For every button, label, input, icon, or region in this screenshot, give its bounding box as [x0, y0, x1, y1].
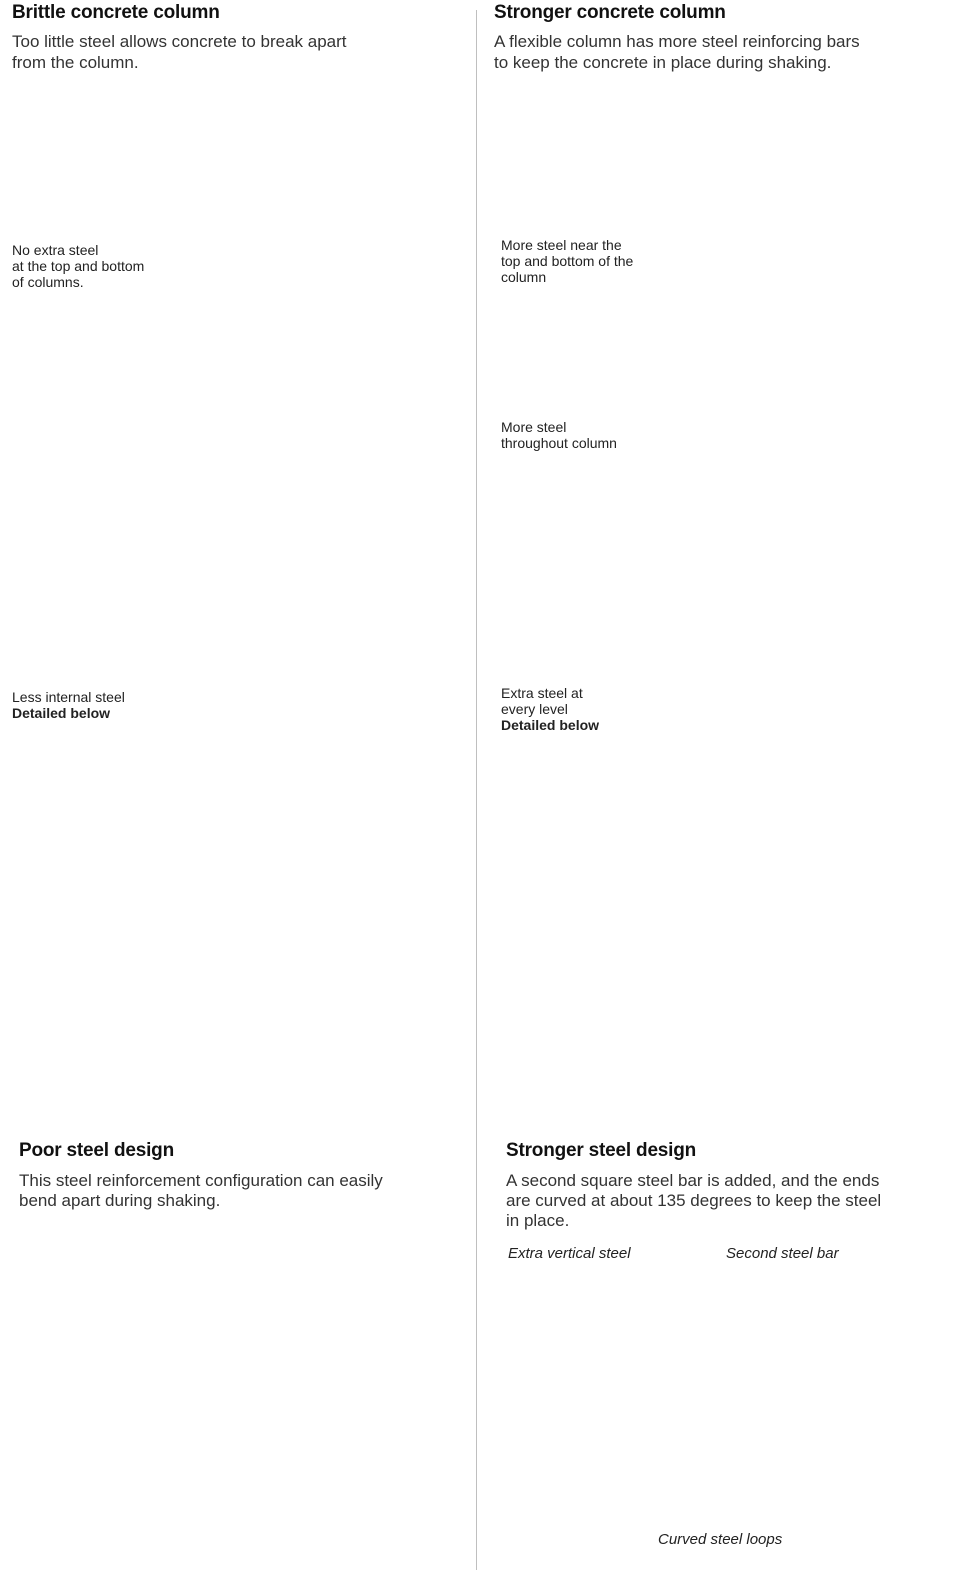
extra-vertical-steel-2: [620, 1300, 636, 1531]
tie-32: [690, 886, 858, 895]
cross-tie: [740, 711, 812, 715]
detail-marker-1: [720, 688, 733, 703]
outer-hoop-shadow: [500, 1345, 945, 1475]
dense-tie-3: [690, 179, 858, 188]
vertical-rebar-2: [203, 1300, 217, 1540]
brittle-column-title: Brittle concrete column: [12, 2, 220, 23]
tie-34: [690, 952, 858, 961]
column-front-face: [675, 150, 800, 1120]
steel-tie-9: [226, 860, 383, 868]
cross-tie: [740, 843, 812, 847]
dense-tie-11: [690, 283, 858, 292]
brittle-column-desc-2: from the column.: [12, 53, 139, 72]
vertical-rebar-4: [423, 1300, 437, 1535]
vertical-rebar-1: [226, 95, 231, 1060]
tie-29: [690, 787, 858, 796]
cross-tie: [740, 678, 812, 682]
tie-27: [690, 721, 858, 730]
stronger-design-desc-2: are curved at about 135 degrees to keep the steel: [506, 1191, 882, 1210]
cross-tie: [740, 876, 812, 880]
stronger-column-desc-2: to keep the concrete in place during shaking.: [494, 53, 832, 72]
tie-26: [690, 688, 858, 697]
vertical-rebar-7: [848, 95, 853, 1001]
vertical-rebar-4: [931, 1300, 945, 1500]
steel-tie-6: [226, 600, 383, 608]
cross-tie: [740, 942, 812, 946]
label-second-steel-bar: Second steel bar: [726, 1245, 839, 1262]
tie-19: [690, 457, 858, 466]
callout-more-steel-top-bottom: More steel near the top and bottom of the column: [501, 237, 634, 285]
curved-loop-3: [600, 1380, 613, 1415]
steel-tie-10: [226, 947, 383, 955]
dense-tie-6: [690, 218, 858, 227]
tie-31: [690, 853, 858, 862]
vertical-rebar-4: [376, 95, 381, 1060]
extra-vertical-steel-1: [606, 1300, 622, 1531]
vertical-rebar-1: [693, 95, 698, 1001]
callout-no-extra-steel: No extra steel at the top and bottom of columns.: [12, 242, 145, 290]
dense-tie-7: [690, 231, 858, 240]
vertical-rebar-1: [28, 1300, 42, 1535]
stronger-design-desc-1: A second square steel bar is added, and the ends: [506, 1171, 880, 1190]
column-front-face: [208, 150, 328, 1110]
cross-tie: [740, 480, 812, 484]
steel-tie-8: [226, 775, 383, 783]
tie-30: [690, 820, 858, 829]
vertical-rebar-3: [261, 1300, 275, 1540]
stronger-steel-design-graphic: [500, 1300, 945, 1535]
extra-vertical-steel-3: [803, 1300, 819, 1520]
label-extra-vertical-steel: Extra vertical steel: [508, 1245, 631, 1262]
tie-17: [690, 391, 858, 400]
detail-marker-3: [818, 718, 831, 733]
stronger-design-title: Stronger steel design: [506, 1140, 697, 1161]
curved-loop-2: [797, 1394, 833, 1412]
stronger-column-graphic: [630, 80, 905, 1130]
vertical-rebar-3: [744, 95, 749, 1001]
tie-23: [690, 589, 858, 598]
steel-tie-3: [226, 342, 383, 350]
detail-marker-2: [797, 701, 810, 716]
leader-extra-steel-2: [656, 695, 818, 742]
poor-design-desc-1: This steel reinforcement configuration can easily: [19, 1171, 383, 1190]
vertical-rebar-5: [798, 95, 803, 1001]
steel-tie-7: [226, 688, 383, 696]
dense-tie-4: [690, 192, 858, 201]
dense-tie-9: [690, 257, 858, 266]
dense-tie-16: [690, 348, 858, 357]
cross-tie: [740, 810, 812, 814]
vertical-rebar-4: [768, 95, 773, 1001]
hook-end: [150, 1463, 175, 1470]
vertical-rebar-6: [824, 95, 829, 1001]
dense-tie-10: [690, 270, 858, 279]
cross-tie: [740, 744, 812, 748]
tie-33: [690, 919, 858, 928]
cross-tie: [740, 579, 812, 583]
dense-tie-15: [690, 335, 858, 344]
steel-hoop: [22, 1368, 435, 1495]
steel-tie-4: [226, 432, 383, 440]
cross-tie: [740, 513, 812, 517]
tie-20: [690, 490, 858, 499]
stronger-design-desc-3: in place.: [506, 1211, 570, 1230]
poor-design-desc-2: bend apart during shaking.: [19, 1191, 221, 1210]
extra-vertical-steel-4: [854, 1300, 870, 1525]
cross-tie: [740, 447, 812, 451]
cross-tie: [740, 777, 812, 781]
dense-tie-14: [690, 322, 858, 331]
dense-tie-1: [690, 153, 858, 162]
tie-35: [690, 985, 858, 994]
tie-18: [690, 424, 858, 433]
outer-hoop: [500, 1345, 945, 1475]
tie-22: [690, 556, 858, 565]
steel-tie-11: [226, 1034, 383, 1042]
curved-loop-1: [728, 1428, 765, 1452]
steel-hoop-shadow: [22, 1368, 435, 1495]
dense-tie-12: [690, 296, 858, 305]
column-side-face: [800, 150, 868, 1120]
second-steel-bar: [610, 1368, 870, 1455]
cross-tie: [740, 612, 812, 616]
vertical-rebar-2: [720, 95, 725, 1001]
steel-tie-2: [226, 252, 383, 260]
dense-tie-5: [690, 205, 858, 214]
slab: [180, 90, 450, 160]
poor-design-title: Poor steel design: [19, 1140, 174, 1161]
cross-tie: [740, 414, 812, 418]
dense-tie-2: [690, 166, 858, 175]
stronger-column-desc-1: A flexible column has more steel reinforcing bars: [494, 32, 860, 51]
bracket-top: [672, 155, 682, 366]
vertical-rebar-2: [673, 1300, 687, 1450]
vertical-rebar-2: [282, 95, 287, 1060]
tie-24: [690, 622, 858, 631]
slab: [630, 88, 905, 160]
callout-leader-lines: [138, 155, 818, 1528]
column-side-face: [328, 150, 404, 1110]
steel-tie-1: [226, 164, 383, 172]
brittle-column-graphic: [180, 80, 450, 1120]
label-curved-steel-loops: Curved steel loops: [658, 1531, 783, 1548]
callout-more-steel-throughout: More steel throughout column: [501, 419, 617, 451]
poor-steel-design-graphic: [20, 1300, 437, 1540]
tie-25: [690, 655, 858, 664]
stronger-column-title: Stronger concrete column: [494, 2, 726, 23]
vertical-rebar-3: [766, 1300, 780, 1535]
steel-tie-5: [226, 514, 383, 522]
vertical-rebar-1: [510, 1300, 524, 1500]
cross-tie: [740, 546, 812, 550]
dense-tie-8: [690, 244, 858, 253]
cross-tie: [740, 909, 812, 913]
callout-extra-steel-every-level: Extra steel at every level Detailed below: [501, 685, 600, 733]
tie-28: [690, 754, 858, 763]
callout-less-internal-steel: Less internal steel Detailed below: [12, 689, 125, 721]
cross-tie: [740, 645, 812, 649]
brittle-column-desc-1: Too little steel allows concrete to break apart: [12, 32, 347, 51]
vertical-rebar-3: [318, 95, 323, 1060]
dense-tie-13: [690, 309, 858, 318]
center-divider: [476, 10, 477, 1570]
tie-21: [690, 523, 858, 532]
